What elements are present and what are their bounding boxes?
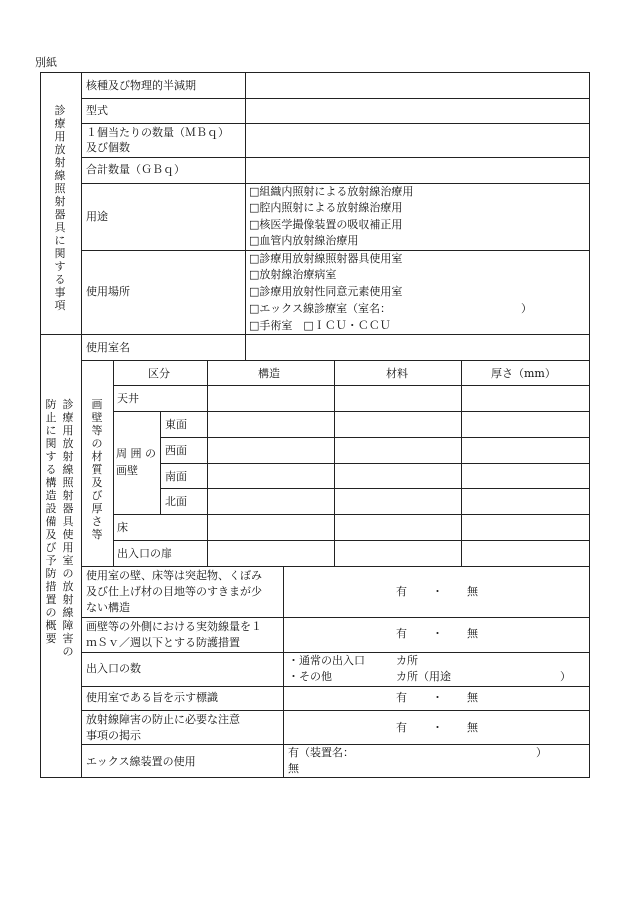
quantity-label: １個当たりの数量（ＭＢｑ）: [86, 126, 229, 139]
dose-label: 画壁等の外側における実効線量を１: [86, 620, 262, 633]
walls-row-line: [160, 463, 589, 464]
frame-top: [40, 72, 589, 73]
ceiling-label: 天井: [117, 392, 139, 405]
dose-yes: 有: [396, 627, 407, 640]
col-thickness: 厚さ（mm）: [491, 367, 556, 380]
col-material: 材料: [386, 367, 408, 380]
frame-right: [589, 72, 590, 778]
gaps-label-2: 及び仕上げ材の目地等のすきまが少: [86, 585, 262, 598]
purpose-option: □組織内照射による放射線治療用: [249, 185, 414, 198]
purpose-option: □血管内放射線治療用: [249, 234, 359, 247]
frame-bottom: [40, 777, 589, 778]
heading-divider: [81, 72, 82, 778]
section2-heading-col1: 防止に関する構造設備及び予防措置の概要: [45, 398, 57, 645]
dose-label-2: ｍＳｖ／週以下とする防護措置: [86, 636, 240, 649]
exits-normal: ・通常の出入口: [288, 654, 365, 667]
quantity-label-2: 及び個数: [86, 141, 130, 154]
notice-dot: ・: [432, 721, 443, 734]
north-label: 北面: [165, 495, 187, 508]
exits-close: ）: [560, 670, 571, 683]
surrounding-label-2: 画壁: [116, 464, 138, 477]
notice-no: 無: [467, 721, 478, 734]
location-option: □手術室 □ＩＣＵ・ＣＣＵ: [249, 319, 391, 332]
purpose-option: □腔内照射による放射線治療用: [249, 201, 403, 214]
gaps-label: 使用室の壁、床等は突起物、くぼみ: [86, 569, 262, 582]
attachment-label: 別紙: [35, 56, 57, 69]
exits-other: ・その他: [288, 670, 332, 683]
room-name-divider: [245, 334, 246, 361]
s2-row-line: [81, 360, 589, 361]
section1-heading: 診療用放射線照射器具に関する事項: [54, 104, 66, 312]
s1-row-line: [81, 157, 589, 158]
walls-row-line: [160, 488, 589, 489]
sign-label: 使用室である旨を示す標識: [86, 691, 218, 704]
total-label: 合計数量（ＧＢｑ）: [86, 163, 185, 176]
west-label: 西面: [165, 444, 187, 457]
floor-label: 床: [117, 521, 128, 534]
location-close: ）: [521, 302, 532, 315]
frame-left: [40, 72, 41, 778]
notice-label-2: 事項の掲示: [86, 729, 141, 742]
xray-label: エックス線装置の使用: [86, 755, 196, 768]
surrounding-label: 周 囲 の: [116, 447, 156, 460]
exits-normal-unit: カ所: [396, 654, 418, 667]
walls-heading: 画壁等の材質及び厚さ等: [91, 398, 103, 541]
section2-heading-col2: 診療用放射線照射器具使用室の放射線障害の: [62, 398, 74, 658]
gaps-no: 無: [467, 585, 478, 598]
purpose-label: 用途: [86, 210, 108, 223]
notice-yes: 有: [396, 721, 407, 734]
gaps-label-3: ない構造: [86, 601, 130, 614]
xray-close: ）: [536, 746, 547, 759]
walls-row-line: [160, 437, 589, 438]
nuclide-label: 核種及び物理的半減期: [86, 79, 196, 92]
s2-row-line: [81, 617, 589, 618]
purpose-option: □核医学撮像装置の吸収補正用: [249, 218, 403, 231]
gaps-dot: ・: [432, 585, 443, 598]
dose-no: 無: [467, 627, 478, 640]
s2-row-line: [81, 686, 589, 687]
s1-col-divider: [245, 72, 246, 334]
s1-row-line: [81, 98, 589, 99]
location-label: 使用場所: [86, 285, 130, 298]
col-category: 区分: [148, 367, 170, 380]
location-option: □放射線治療病室: [249, 268, 337, 281]
gaps-yes: 有: [396, 585, 407, 598]
walls-row-line: [113, 385, 589, 386]
exits-other-unit: カ所（用途: [396, 670, 451, 683]
location-option: □診療用放射性同意元素使用室: [249, 285, 403, 298]
walls-row-line: [113, 411, 589, 412]
model-label: 型式: [86, 104, 108, 117]
s1-row-line: [81, 123, 589, 124]
location-option: □診療用放射線照射器具使用室: [249, 252, 403, 265]
s2-row-line: [81, 566, 589, 567]
location-option: □エックス線診療室（室名：: [249, 302, 392, 315]
sign-yes: 有: [396, 691, 407, 704]
east-label: 東面: [165, 418, 187, 431]
door-label: 出入口の扉: [117, 547, 172, 560]
xray-yes: 有（装置名：: [288, 746, 354, 759]
south-label: 南面: [165, 470, 187, 483]
dose-dot: ・: [432, 627, 443, 640]
s2-row-line: [81, 710, 589, 711]
notice-label: 放射線障害の防止に必要な注意: [86, 713, 240, 726]
col-structure: 構造: [258, 367, 280, 380]
section-divider: [40, 334, 589, 335]
walls-col: [113, 360, 114, 566]
walls-row-line: [113, 514, 589, 515]
walls-row-line: [113, 540, 589, 541]
xray-no: 無: [288, 762, 299, 775]
sign-no: 無: [467, 691, 478, 704]
sign-dot: ・: [432, 691, 443, 704]
s2-lower-col: [283, 566, 284, 778]
exits-label: 出入口の数: [86, 662, 141, 675]
room-name-label: 使用室名: [86, 341, 130, 354]
